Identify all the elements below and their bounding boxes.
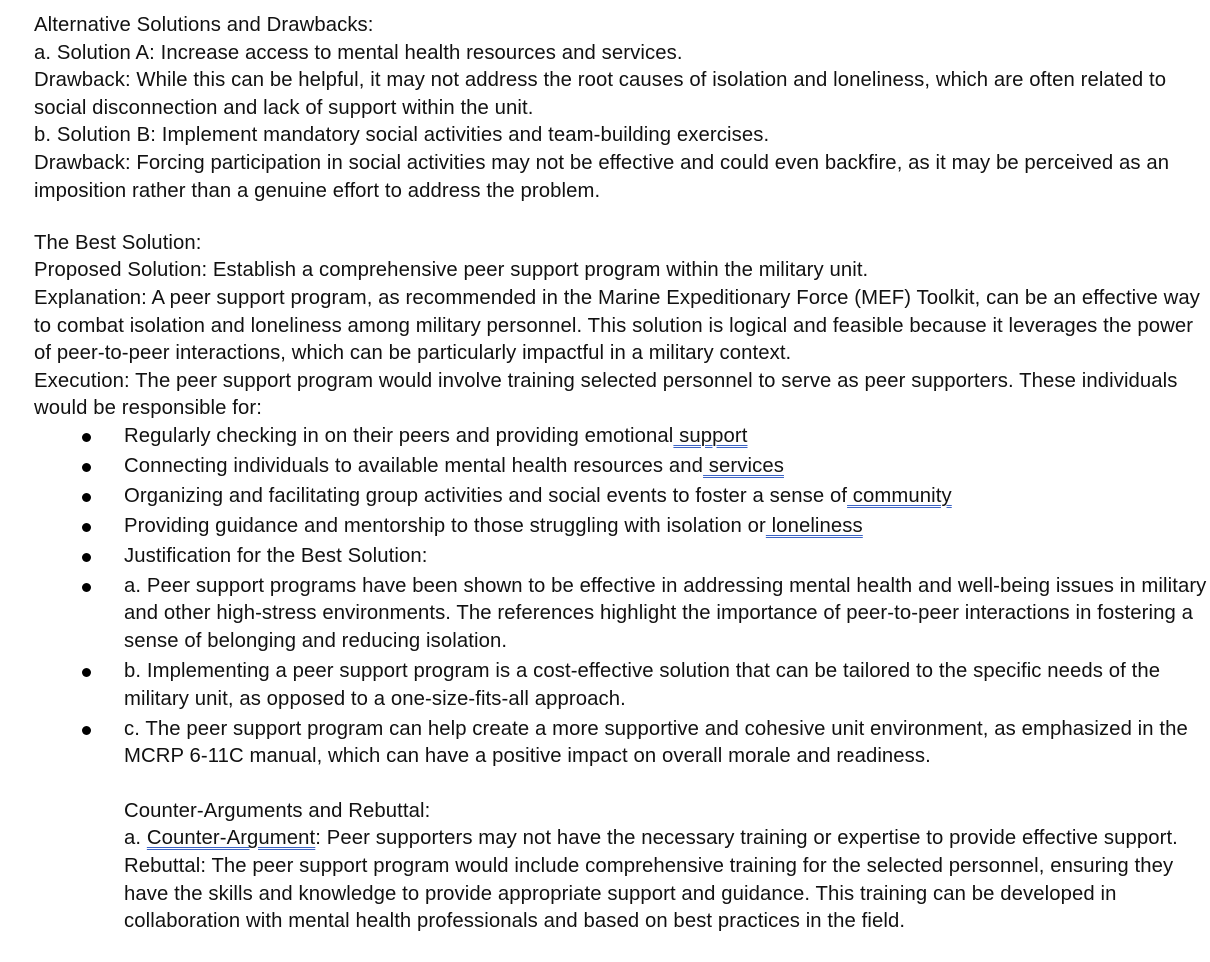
bullet-icon <box>82 523 91 532</box>
solution-a: a. Solution A: Increase access to mental health resources and services. <box>34 41 683 64</box>
solution-b: b. Solution B: Implement mandatory social activities and team-building exercises. <box>34 124 770 147</box>
rebuttal: Rebuttal: The peer support program would include comprehensive training for the selected personnel, ensuring they have the skills and knowledge to provide appropriate support and guidance. This training can be developed in collaboration with mental health professionals and based on best practices in the field. <box>124 854 1174 933</box>
counter-argument-text: : Peer supporters may not have the necessary training or expertise to provide effective support. <box>315 827 1178 850</box>
list-item <box>34 513 1210 541</box>
bullet-icon <box>82 493 91 502</box>
document-body <box>34 12 1210 936</box>
proposed-solution: Proposed Solution: Establish a comprehensive peer support program within the military unit. <box>34 259 869 282</box>
list-item <box>34 543 1210 571</box>
bullet-icon <box>82 583 91 592</box>
paragraph-spacer <box>124 773 1210 798</box>
bullet-icon <box>82 726 91 735</box>
paragraph-spacer <box>34 205 1210 230</box>
counter-section <box>34 773 1210 936</box>
list-item <box>34 453 1210 481</box>
list-item-text: b. Implementing a peer support program is a cost-effective solution that can be tailored to the specific needs of the military unit, as opposed to a one-size-fits-all approach. <box>124 660 1161 710</box>
list-item <box>34 573 1210 656</box>
execution: Execution: The peer support program would involve training selected personnel to serve as peer supporters. These individuals would be responsible for: <box>34 369 1178 420</box>
alternatives-heading: Alternative Solutions and Drawbacks: <box>34 14 374 36</box>
list-item-text: Justification for the Best Solution: <box>124 544 428 567</box>
counter-argument-prefix: a. <box>124 827 147 850</box>
spellcheck-flagged-word[interactable]: loneliness <box>765 514 863 537</box>
spellcheck-flagged-word[interactable]: Counter-Argument <box>146 827 316 850</box>
list-item-text: a. Peer support programs have been shown to be effective in addressing mental health and well-being issues in military and other high-stress environments. The references highlight the importance of peer-to-peer interactions in fostering a sense of belonging and reducing isolation. <box>124 574 1207 653</box>
list-item-text: Regularly checking in on their peers and providing emotional <box>124 424 674 447</box>
list-item <box>34 423 1210 451</box>
bullet-list <box>34 423 1210 771</box>
best-solution-heading: The Best Solution: <box>34 231 202 254</box>
list-item-text: Organizing and facilitating group activities and social events to foster a sense of <box>124 484 848 507</box>
list-item <box>34 483 1210 511</box>
spellcheck-flagged-word[interactable]: services <box>703 454 784 477</box>
bullet-icon <box>82 553 91 562</box>
spellcheck-flagged-word[interactable]: support <box>673 424 748 447</box>
spellcheck-flagged-word[interactable]: community <box>847 484 952 507</box>
bullet-icon <box>82 668 91 677</box>
counter-heading: Counter-Arguments and Rebuttal: <box>124 799 431 822</box>
drawback-a: Drawback: While this can be helpful, it may not address the root causes of isolation and loneliness, which are often related to social disconnection and lack of support within the unit. <box>34 69 1167 119</box>
list-item-text: Providing guidance and mentorship to those struggling with isolation or <box>124 514 766 537</box>
list-item <box>34 716 1210 771</box>
list-item <box>34 658 1210 713</box>
list-item-text: Connecting individuals to available mental health resources and <box>124 454 704 477</box>
bullet-icon <box>82 433 91 442</box>
drawback-b: Drawback: Forcing participation in social activities may not be effective and could even backfire, as it may be perceived as an imposition rather than a genuine effort to address the problem. <box>34 151 1170 202</box>
explanation: Explanation: A peer support program, as recommended in the Marine Expeditionary Force (MEF) Toolkit, can be an effective way to combat isolation and loneliness among military personnel. This solution is logical and feasible because it leverages the power of peer-to-peer interactions, which can be particularly impactful in a military context. <box>34 286 1201 365</box>
counter-argument <box>124 825 1210 853</box>
bullet-icon <box>82 463 91 472</box>
list-item-text: c. The peer support program can help create a more supportive and cohesive unit environment, as emphasized in the MCRP 6-11C manual, which can have a positive impact on overall morale and readiness. <box>124 717 1188 768</box>
